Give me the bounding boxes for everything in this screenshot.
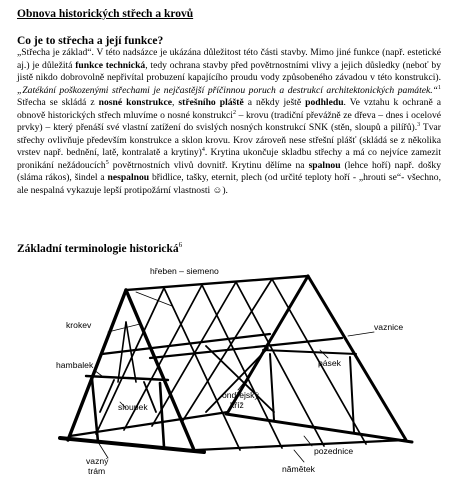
- label-krokev: krokev: [66, 320, 92, 330]
- label-kriz: kříž: [230, 400, 244, 410]
- text: a někdy ještě: [243, 97, 306, 108]
- text: ,: [171, 97, 179, 108]
- text: břidlice, tašky, eternit, plech (od určité teploty hoří - „hrouti se“- všechno, ale nespalná vykazuje lepší protipožární vlastnosti ☺).: [17, 172, 441, 196]
- footnote-ref[interactable]: 3: [417, 121, 421, 128]
- purlin-wall-plate-right: [196, 440, 406, 450]
- footnote-ref[interactable]: 1: [438, 84, 441, 91]
- purlin-wall-plate-left: [70, 412, 228, 436]
- label-ondrejsky: ondřejský: [222, 390, 259, 400]
- quote-open: „Střecha je základ“.: [17, 47, 97, 58]
- heading-text: Základní terminologie historická: [17, 242, 179, 255]
- body-paragraph: [17, 47, 441, 197]
- front-brace: [100, 380, 114, 412]
- ridge-line: [126, 276, 308, 290]
- front-collar-beam: [86, 376, 168, 380]
- label-hreben: hřeben – siemeno: [150, 266, 219, 276]
- text: – krovu (tradiční převážně ze dřeva – dnes i ocelové prvky) – který přenáší své vlastní zatížení do svislých nosných konstrukcí SNK (stěn, sloupů a pilířů).: [17, 109, 441, 133]
- purlin-upper-right: [150, 338, 342, 358]
- roof-truss-diagram: [56, 262, 416, 484]
- bold-term: funkce technická: [75, 59, 146, 71]
- text: V této nadsázce je ukázána důležitost této části stavby. Mimo jiné funkce (např. estetické aj.) je důležitá: [17, 47, 441, 71]
- label-pasek: pásek: [318, 358, 341, 368]
- text: . Ve vztahu k ochraně a obnově historických střech mluvíme o nosné konstrukci: [17, 97, 441, 121]
- text: (lehce hoří) např. došky (sláma rákos), šindel a: [17, 159, 441, 183]
- section-heading-terminology: [17, 241, 182, 255]
- text: . Krytina ukončuje skladbu střechy a má co nejvíce zamezit pronikání nežádoucích: [17, 147, 441, 171]
- footnote-ref[interactable]: 2: [232, 109, 236, 116]
- text: Střecha se skládá z: [17, 97, 99, 108]
- bold-term: spalnou: [308, 159, 341, 171]
- front-tie-beam: [60, 438, 204, 452]
- bold-term: nespalnou: [107, 172, 150, 183]
- bold-term: podhledu: [305, 97, 344, 108]
- footnote-ref[interactable]: 6: [178, 241, 183, 249]
- back-collar-beam: [263, 350, 356, 354]
- bold-term: nosné konstrukce: [98, 97, 172, 108]
- document-title: Obnova historických střech a krovů: [17, 8, 194, 20]
- text: povětrnostních vlivů dovnitř. Krytinu dělíme na: [108, 159, 309, 171]
- label-hambalek: hambalek: [56, 360, 94, 370]
- section-heading-roof-function: Co je to střecha a její funkce?: [17, 35, 164, 47]
- purlin-upper-left: [102, 334, 270, 354]
- text: Tvar střechy ovlivňuje především konstrukce a sklon krovu. Krov zároveň nese střešní plášť (skládá se z několika vrstev např. bednění, latě, kontralatě a krytiny): [17, 122, 441, 158]
- label-pozednice: pozednice: [314, 446, 354, 456]
- label-tram: trám: [88, 466, 106, 476]
- text: , tedy ochrana stavby před povětrnostními vlivy a jejich důsledky (neboť by jistě nikdo dobrovolně nepřivítal probuzení kapajícího proudu vody způsobeného závadou v této konstrukci).: [17, 59, 441, 83]
- label-sloupek: sloupek: [118, 402, 148, 412]
- bold-term: střešního pláště: [178, 97, 244, 108]
- label-vaznice: vaznice: [374, 322, 404, 332]
- front-post-right: [160, 383, 164, 447]
- footnote-ref[interactable]: 4: [201, 146, 205, 153]
- common-rafter: [96, 288, 164, 434]
- footnote-ref[interactable]: 5: [105, 159, 109, 166]
- label-namatek: nămětek: [282, 464, 315, 474]
- label-vazny: vazný: [86, 456, 109, 466]
- italic-quote: „Zatékání poškozenými střechami je nejčastější příčinnou poruch a destrukcí architektonických památek.“: [17, 84, 438, 96]
